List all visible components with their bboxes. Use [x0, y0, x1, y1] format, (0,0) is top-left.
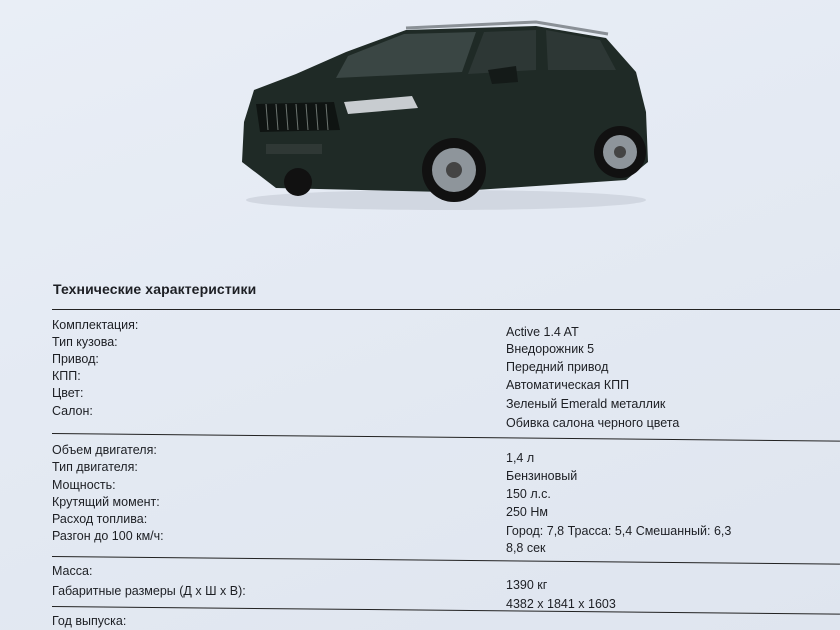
spec-value: Автоматическая КПП: [506, 378, 630, 392]
spec-label: Привод:: [52, 352, 99, 366]
spec-value: Зеленый Emerald металлик: [506, 397, 666, 411]
spec-label: Мощность:: [52, 478, 116, 492]
spec-value: 8,8 сек: [506, 541, 546, 555]
spec-label: Габаритные размеры (Д х Ш х В):: [52, 584, 246, 598]
spec-label: Масса:: [52, 564, 93, 578]
group-divider: [52, 556, 840, 565]
section-title: Технические характеристики: [53, 281, 257, 297]
spec-label: Год выпуска:: [52, 614, 127, 628]
spec-value: 150 л.с.: [506, 487, 551, 501]
spec-label: Салон:: [52, 404, 93, 418]
spec-value: 1390 кг: [506, 578, 548, 592]
car-photo: [236, 12, 656, 212]
spec-label: Расход топлива:: [52, 512, 148, 526]
spec-value: Город: 7,8 Трасса: 5,4 Смешанный: 6,3: [506, 524, 732, 538]
spec-value: Active 1.4 AT: [506, 325, 579, 339]
spec-value: Бензиновый: [506, 469, 578, 483]
group-divider: [52, 433, 840, 442]
spec-value: 1,4 л: [506, 451, 535, 465]
spec-label: Цвет:: [52, 386, 84, 400]
spec-label: Комплектация:: [52, 318, 139, 332]
spec-value: 4382 x 1841 x 1603: [506, 597, 616, 611]
spec-label: Крутящий момент:: [52, 495, 160, 509]
spec-value: Передний привод: [506, 360, 609, 374]
spec-value: Обивка салона черного цвета: [506, 416, 680, 430]
group-divider: [52, 606, 840, 615]
spec-label: Объем двигателя:: [52, 443, 157, 457]
spec-value: Внедорожник 5: [506, 342, 595, 356]
spec-label: Тип кузова:: [52, 335, 118, 349]
spec-label: Разгон до 100 км/ч:: [52, 529, 164, 543]
spec-label: Тип двигателя:: [52, 460, 138, 474]
section-divider: [52, 309, 840, 310]
spec-value: 250 Нм: [506, 505, 548, 519]
spec-label: КПП:: [52, 369, 81, 383]
